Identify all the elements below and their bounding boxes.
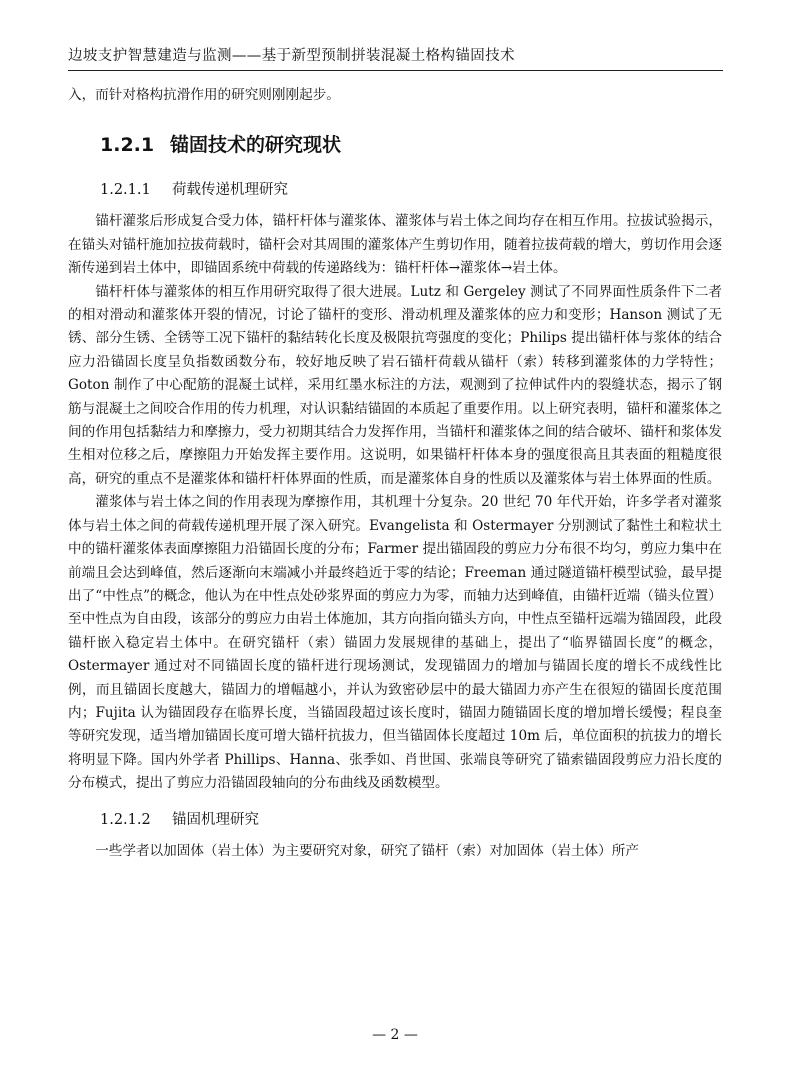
- subsection-heading: [100, 800, 722, 840]
- section-heading: [100, 120, 722, 170]
- subsection-title: 荷载传递机理研究: [172, 182, 288, 199]
- page-body: [68, 84, 722, 863]
- continuation-paragraph: 入，而针对格构抗滑作用的研究则刚刚起步。: [68, 87, 340, 103]
- subsection-number: 1.2.1.2: [100, 811, 151, 828]
- subsection-title: 锚固机理研究: [172, 811, 259, 828]
- body-paragraph: 锚杆杆体与灌浆体的相互作用研究取得了很大进展。Lutz 和 Gergeley 测试了不同界面性质条件下二者的相对滑动和灌浆体开裂的情况，讨论了锚杆的变形、滑动机理及灌浆体的应力和变形；Hanson 测试了无锈、部分生锈、全锈等工况下锚杆的黏结转化长度及极限抗弯强度的变化；Philips 提出锚杆体与浆体的结合应力沿锚固长度呈负指数函数分布，较好地反映了岩石锚杆荷载从锚杆（索）转移到灌浆体的力学特性；Goton 制作了中心配筋的混凝土试样，采用红墨水标注的方法，观测到了拉伸试件内的裂缝状态，揭示了钢筋与混凝土之间咬合作用的传力机理，对认识黏结锚固的本质起了重要作用。以上研究表明，锚杆和灌浆体之间的作用包括黏结力和摩擦力，受力初期其结合力发挥作用，当锚杆和灌浆体之间的结合破坏、锚杆和浆体发生相对位移之后，摩擦阻力开始发挥主要作用。这说明，如果锚杆杆体本身的强度很高且其表面的粗糙度很高，研究的重点不是灌浆体和锚杆杆体界面的性质，而是灌浆体自身的性质以及灌浆体与岩土体界面的性质。: [68, 283, 722, 487]
- section-title: 锚固技术的研究现状: [170, 134, 342, 157]
- header-rule: [68, 70, 723, 71]
- body-paragraph: 锚杆灌浆后形成复合受力体，锚杆杆体与灌浆体、灌浆体与岩土体之间均存在相互作用。拉拔试验揭示，在锚头对锚杆施加拉拔荷载时，锚杆会对其周围的灌浆体产生剪切作用，随着拉拔荷载的增大，剪切作用会逐渐传递到岩土体中，即锚固系统中荷载的传递路线为：锚杆杆体→灌浆体→岩土体。: [68, 213, 722, 277]
- body-paragraph: 灌浆体与岩土体之间的作用表现为摩擦作用，其机理十分复杂。20 世纪 70 年代开始，许多学者对灌浆体与岩土体之间的荷载传递机理开展了深入研究。Evangelista 和 Ostermayer 分别测试了黏性土和粒状土中的锚杆灌浆体表面摩擦阻力沿锚固长度的分布；Farmer 提出锚固段的剪应力分布很不均匀，剪应力集中在前端且会达到峰值，然后逐渐向末端减小并最终趋近于零的结论；Freeman 通过隧道锚杆模型试验，最早提出了“中性点”的概念，他认为在中性点处砂浆界面的剪应力为零，而轴力达到峰值，由锚杆近端（锚头位置）至中性点为自由段，该部分的剪应力由岩土体施加，其方向指向锚头方向，中性点至锚杆远端为锚固段，此段锚杆嵌入稳定岩土体中。在研究锚杆（索）锚固力发展规律的基础上，提出了“临界锚固长度”的概念，Ostermayer 通过对不同锚固长度的锚杆进行现场测试，发现锚固力的增加与锚固长度的增长不成线性比例，而且锚固长度越大，锚固力的增幅越小，并认为致密砂层中的最大锚固力亦产生在很短的锚固长度范围内；Fujita 认为锚固段存在临界长度，当锚固段超过该长度时，锚固力随锚固长度的增加增长缓慢；程良奎等研究发现，适当增加锚固长度可增大锚杆抗拔力，但当锚固体长度超过 10m 后，单位面积的抗拔力的增长将明显下降。国内外学者 Phillips、Hanna、张季如、肖世国、张端良等研究了锚索锚固段剪应力沿长度的分布模式，提出了剪应力沿锚固段轴向的分布曲线及函数模型。: [68, 494, 722, 792]
- running-header: 边坡支护智慧建造与监测——基于新型预制拼装混凝土格构锚固技术: [68, 48, 515, 64]
- page-number: — 2 —: [372, 1027, 418, 1043]
- body-paragraph: 一些学者以加固体（岩土体）为主要研究对象，研究了锚杆（索）对加固体（岩土体）所产: [95, 842, 639, 859]
- section-number: 1.2.1: [100, 134, 155, 157]
- subsection-number: 1.2.1.1: [100, 182, 151, 199]
- subsection-heading: [100, 170, 722, 210]
